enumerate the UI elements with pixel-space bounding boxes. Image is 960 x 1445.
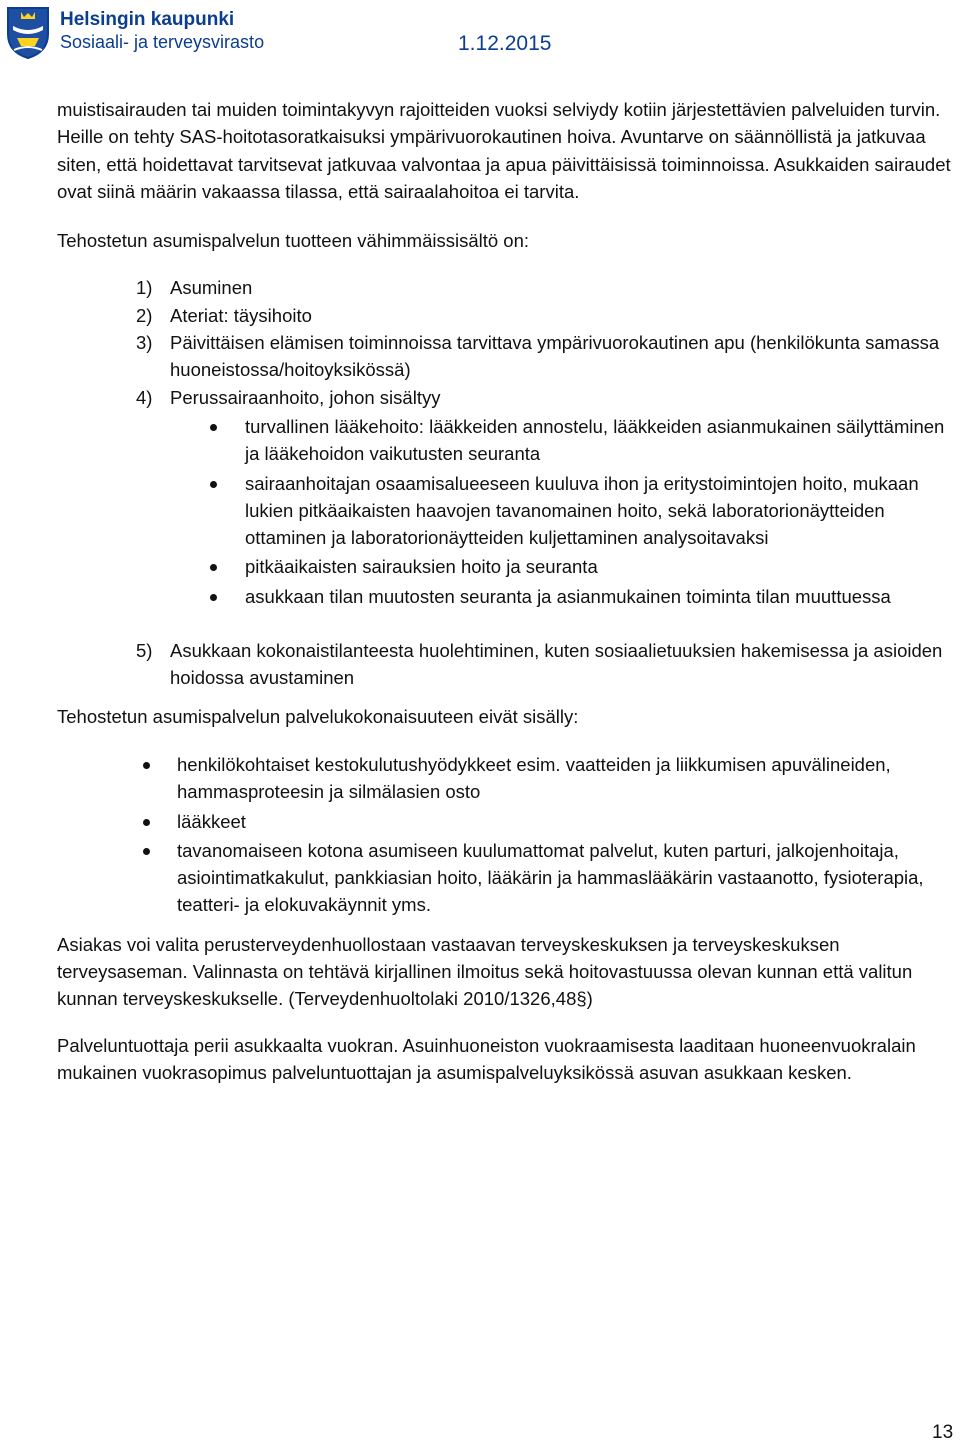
sub-item-text: asukkaan tilan muutosten seuranta ja asianmukainen toiminta tilan muuttuessa <box>245 585 891 607</box>
helsinki-crest-icon <box>5 4 51 60</box>
document-body <box>57 96 952 1086</box>
page-number: 13 <box>932 1422 954 1443</box>
list-item <box>136 302 952 329</box>
list-number: 1) <box>136 277 153 299</box>
list-item <box>143 751 952 806</box>
bullet-icon <box>210 424 217 431</box>
sub-list-item <box>210 553 952 580</box>
list-item-text: Asuminen <box>170 277 253 299</box>
bullet-icon <box>143 848 150 855</box>
exclusion-text: tavanomaiseen kotona asumiseen kuulumattomat palvelut, kuten parturi, jalkojenhoitaja, asiointimatkakulut, pankkiasian hoito, lääkärin ja hammaslääkärin vastaanotto, fysioterapia, teatteri- ja elokuvakäynnit yms. <box>177 839 924 916</box>
list-item-text: Päivittäisen elämisen toiminnoissa tarvittava ympärivuorokautinen apu (henkilökunta samassa huoneistossa/hoitoyksikössä) <box>170 332 940 381</box>
document-date: 1.12.2015 <box>458 32 552 55</box>
bullet-icon <box>210 481 217 488</box>
sub-item-text: sairaanhoitajan osaamisalueeseen kuuluva ihon ja eritystoimintojen hoito, mukaan lukien pitkäaikaisten haavojen tavanomainen hoito, sekä laboratorionäytteiden ottaminen ja laboratorionäytteiden kuljettaminen analysoitavaksi <box>245 472 919 549</box>
intro-paragraph: muistisairauden tai muiden toimintakyvyn rajoitteiden vuoksi selviydy kotiin järjestettävien palveluiden turvin. Heille on tehty SAS-hoitotasoratkaisuksi ympärivuorokautinen hoiva. Avuntarve on säännöllistä ja jatkuvaa siten, että hoidettavat tarvitsevat jatkuvaa valvontaa ja apua päivittäisissä toiminnoissa. Asukkaiden sairaudet ovat siinä määrin vakaassa tilassa, että sairaalahoitoa ei tarvita. <box>57 99 951 202</box>
exclusions-heading: Tehostetun asumispalvelun palvelukokonaisuuteen eivät sisälly: <box>57 705 579 727</box>
list-item-text: Asukkaan kokonaistilanteesta huolehtiminen, kuten sosiaalietuuksien hakemisessa ja asioiden hoidossa avustaminen <box>170 640 943 689</box>
bullet-icon <box>210 594 217 601</box>
rent-paragraph: Palveluntuottaja perii asukkaalta vuokran. Asuinhuoneiston vuokraamisesta laaditaan huoneenvuokralain mukainen vuokrasopimus palveluntuottajan ja asumispalveluyksikössä asuvan asukkaan kesken. <box>57 1034 916 1083</box>
sub-item-text: turvallinen lääkehoito: lääkkeiden annostelu, lääkkeiden asianmukainen säilyttäminen ja lääkehoidon vaikutusten seuranta <box>245 415 945 465</box>
organization-name: Helsingin kaupunki <box>60 9 235 30</box>
bullet-icon <box>143 762 150 769</box>
list-number: 4) <box>136 386 153 408</box>
list-number: 3) <box>136 332 153 354</box>
list-item <box>136 637 952 692</box>
list-item <box>143 837 952 919</box>
list-number: 2) <box>136 304 153 326</box>
list-item <box>143 808 952 835</box>
exclusion-text: henkilökohtaiset kestokulutushyödykkeet esim. vaatteiden ja liikkumisen apuvälineiden, hammasproteesin ja silmälasien osto <box>177 753 891 803</box>
list-item <box>136 329 952 384</box>
free-choice-paragraph: Asiakas voi valita perusterveydenhuollostaan vastaavan terveyskeskuksen ja terveyskeskuksen terveysaseman. Valinnasta on tehtävä kirjallinen ilmoitus sekä hoitovastuussa olevan kunnan että valitun kunnan terveyskeskukselle. (Terveydenhuoltolaki 2010/1326,48§) <box>57 933 913 1010</box>
list-item <box>136 384 952 610</box>
list-item <box>136 274 952 301</box>
page-header <box>0 0 960 70</box>
sub-item-text: pitkäaikaisten sairauksien hoito ja seuranta <box>245 556 598 578</box>
department-name: Sosiaali- ja terveysvirasto <box>60 32 265 52</box>
organization-block <box>60 8 264 53</box>
content-heading: Tehostetun asumispalvelun tuotteen vähimmäissisältö on: <box>57 230 530 252</box>
list-number: 5) <box>136 640 153 662</box>
bullet-icon <box>143 819 150 826</box>
sub-list-item <box>210 413 952 468</box>
sub-list-item <box>210 583 952 610</box>
content-list <box>57 274 952 691</box>
exclusions-list <box>57 751 952 919</box>
bullet-icon <box>210 564 217 571</box>
sub-list <box>170 413 952 610</box>
list-item-text: Ateriat: täysihoito <box>170 304 312 326</box>
list-item-text: Perussairaanhoito, johon sisältyy <box>170 386 441 408</box>
sub-list-item <box>210 470 952 552</box>
exclusion-text: lääkkeet <box>177 810 246 832</box>
